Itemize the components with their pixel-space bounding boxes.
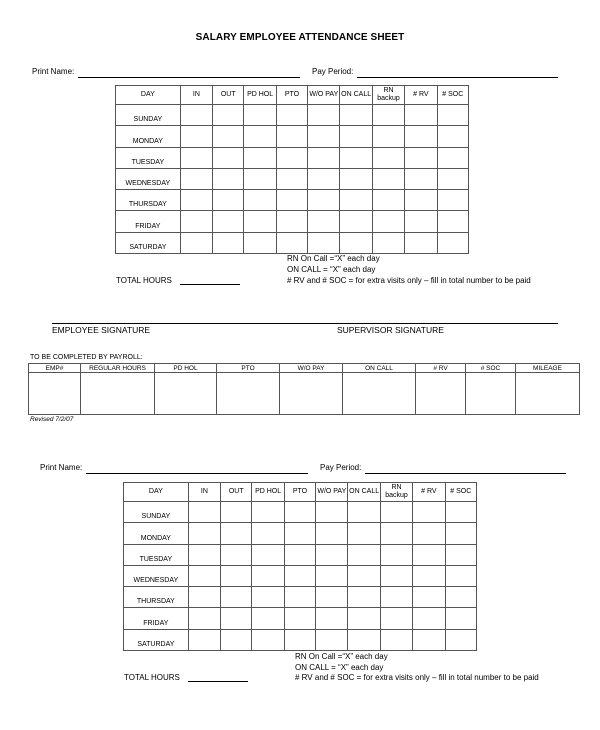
day-label: SUNDAY bbox=[124, 502, 189, 523]
table-row bbox=[116, 190, 469, 211]
time-entry-cell[interactable] bbox=[284, 565, 315, 586]
time-entry-cell[interactable] bbox=[188, 587, 220, 608]
payroll-entry-cell[interactable] bbox=[81, 373, 155, 415]
time-entry-cell[interactable] bbox=[413, 544, 445, 565]
pay-period-label: Pay Period: bbox=[312, 67, 354, 76]
print-name-label: Print Name: bbox=[32, 67, 75, 76]
time-entry-cell[interactable] bbox=[316, 608, 348, 629]
time-entry-cell[interactable] bbox=[437, 232, 468, 253]
time-entry-cell[interactable] bbox=[348, 544, 380, 565]
time-entry-cell[interactable] bbox=[348, 608, 380, 629]
print-name-field[interactable] bbox=[78, 77, 300, 78]
time-entry-cell[interactable] bbox=[413, 587, 445, 608]
time-entry-cell[interactable] bbox=[437, 190, 468, 211]
time-entry-cell[interactable] bbox=[380, 523, 412, 544]
time-entry-cell[interactable] bbox=[445, 544, 476, 565]
pay-period-field-2[interactable] bbox=[365, 473, 566, 474]
time-entry-cell[interactable] bbox=[308, 168, 340, 189]
column-header: PD HOL bbox=[244, 86, 276, 105]
column-header: W/O PAY bbox=[308, 86, 340, 105]
day-label: WEDNESDAY bbox=[124, 565, 189, 586]
time-entry-cell[interactable] bbox=[348, 502, 380, 523]
time-entry-cell[interactable] bbox=[445, 608, 476, 629]
time-entry-cell[interactable] bbox=[180, 211, 212, 232]
column-header: PTO bbox=[276, 86, 307, 105]
time-entry-cell[interactable] bbox=[316, 544, 348, 565]
payroll-column-header: # RV bbox=[416, 364, 466, 373]
attendance-header-row bbox=[116, 86, 469, 105]
payroll-heading: TO BE COMPLETED BY PAYROLL: bbox=[30, 354, 143, 361]
time-entry-cell[interactable] bbox=[244, 147, 276, 168]
time-entry-cell[interactable] bbox=[340, 211, 372, 232]
column-header: RN backup bbox=[372, 86, 404, 105]
time-entry-cell[interactable] bbox=[372, 211, 404, 232]
revised-note: Revised 7/2/07 bbox=[30, 416, 74, 423]
time-entry-cell[interactable] bbox=[437, 211, 468, 232]
time-entry-cell[interactable] bbox=[316, 629, 348, 650]
time-entry-cell[interactable] bbox=[437, 168, 468, 189]
payroll-entry-cell[interactable] bbox=[516, 373, 580, 415]
time-entry-cell[interactable] bbox=[284, 629, 315, 650]
payroll-entry-cell[interactable] bbox=[343, 373, 416, 415]
time-entry-cell[interactable] bbox=[213, 211, 244, 232]
rn-on-call-note: RN On Call =“X” each day bbox=[287, 254, 380, 263]
time-entry-cell[interactable] bbox=[380, 502, 412, 523]
column-header: OUT bbox=[213, 86, 244, 105]
time-entry-cell[interactable] bbox=[380, 565, 412, 586]
payroll-entry-cell[interactable] bbox=[217, 373, 280, 415]
time-entry-cell[interactable] bbox=[308, 126, 340, 147]
time-entry-cell[interactable] bbox=[445, 565, 476, 586]
time-entry-cell[interactable] bbox=[413, 608, 445, 629]
time-entry-cell[interactable] bbox=[221, 608, 252, 629]
payroll-entry-cell[interactable] bbox=[416, 373, 466, 415]
time-entry-cell[interactable] bbox=[413, 629, 445, 650]
time-entry-cell[interactable] bbox=[221, 502, 252, 523]
time-entry-cell[interactable] bbox=[276, 168, 307, 189]
day-label: FRIDAY bbox=[124, 608, 189, 629]
time-entry-cell[interactable] bbox=[316, 565, 348, 586]
time-entry-cell[interactable] bbox=[437, 105, 468, 126]
table-row bbox=[116, 232, 469, 253]
table-row bbox=[124, 629, 477, 650]
time-entry-cell[interactable] bbox=[445, 587, 476, 608]
time-entry-cell[interactable] bbox=[213, 126, 244, 147]
time-entry-cell[interactable] bbox=[445, 502, 476, 523]
on-call-note: ON CALL = “X” each day bbox=[287, 265, 376, 274]
day-label: MONDAY bbox=[116, 126, 181, 147]
pay-period-label-2: Pay Period: bbox=[320, 463, 362, 472]
time-entry-cell[interactable] bbox=[437, 147, 468, 168]
time-entry-cell[interactable] bbox=[308, 232, 340, 253]
time-entry-cell[interactable] bbox=[276, 147, 307, 168]
time-entry-cell[interactable] bbox=[348, 587, 380, 608]
table-row bbox=[116, 126, 469, 147]
time-entry-cell[interactable] bbox=[213, 147, 244, 168]
table-row bbox=[116, 105, 469, 126]
column-header: ON CALL bbox=[348, 483, 380, 502]
time-entry-cell[interactable] bbox=[380, 608, 412, 629]
time-entry-cell[interactable] bbox=[405, 147, 437, 168]
column-header: # RV bbox=[413, 483, 445, 502]
time-entry-cell[interactable] bbox=[348, 629, 380, 650]
time-entry-cell[interactable] bbox=[413, 502, 445, 523]
time-entry-cell[interactable] bbox=[405, 126, 437, 147]
signature-line[interactable] bbox=[52, 323, 558, 324]
payroll-entry-row bbox=[29, 373, 580, 415]
time-entry-cell[interactable] bbox=[372, 168, 404, 189]
time-entry-cell[interactable] bbox=[372, 105, 404, 126]
payroll-column-header: W/O PAY bbox=[280, 364, 343, 373]
table-row bbox=[124, 565, 477, 586]
time-entry-cell[interactable] bbox=[372, 232, 404, 253]
payroll-entry-cell[interactable] bbox=[29, 373, 81, 415]
time-entry-cell[interactable] bbox=[284, 523, 315, 544]
column-header: PD HOL bbox=[252, 483, 284, 502]
table-row bbox=[124, 544, 477, 565]
time-entry-cell[interactable] bbox=[308, 190, 340, 211]
time-entry-cell[interactable] bbox=[180, 147, 212, 168]
payroll-header-row bbox=[29, 364, 580, 373]
time-entry-cell[interactable] bbox=[252, 523, 284, 544]
time-entry-cell[interactable] bbox=[244, 211, 276, 232]
time-entry-cell[interactable] bbox=[244, 126, 276, 147]
time-entry-cell[interactable] bbox=[284, 544, 315, 565]
time-entry-cell[interactable] bbox=[221, 629, 252, 650]
time-entry-cell[interactable] bbox=[340, 105, 372, 126]
time-entry-cell[interactable] bbox=[188, 629, 220, 650]
rv-soc-note-2: # RV and # SOC = for extra visits only – fill in total number to be paid bbox=[295, 673, 539, 682]
payroll-column-header: EMP# bbox=[29, 364, 81, 373]
time-entry-cell[interactable] bbox=[380, 544, 412, 565]
time-entry-cell[interactable] bbox=[252, 587, 284, 608]
rv-soc-note: # RV and # SOC = for extra visits only – fill in total number to be paid bbox=[287, 276, 531, 285]
time-entry-cell[interactable] bbox=[276, 232, 307, 253]
on-call-note-2: ON CALL = “X” each day bbox=[295, 663, 384, 672]
time-entry-cell[interactable] bbox=[252, 544, 284, 565]
time-entry-cell[interactable] bbox=[276, 190, 307, 211]
supervisor-signature-label: SUPERVISOR SIGNATURE bbox=[337, 325, 444, 335]
time-entry-cell[interactable] bbox=[380, 629, 412, 650]
time-entry-cell[interactable] bbox=[180, 126, 212, 147]
payroll-table bbox=[28, 363, 580, 415]
time-entry-cell[interactable] bbox=[213, 168, 244, 189]
day-label: WEDNESDAY bbox=[116, 168, 181, 189]
total-hours-label: TOTAL HOURS bbox=[116, 276, 172, 285]
day-label: TUESDAY bbox=[124, 544, 189, 565]
table-row bbox=[124, 502, 477, 523]
time-entry-cell[interactable] bbox=[188, 523, 220, 544]
time-entry-cell[interactable] bbox=[380, 587, 412, 608]
pay-period-field[interactable] bbox=[357, 77, 558, 78]
column-header: ON CALL bbox=[340, 86, 372, 105]
time-entry-cell[interactable] bbox=[188, 544, 220, 565]
time-entry-cell[interactable] bbox=[213, 105, 244, 126]
time-entry-cell[interactable] bbox=[308, 147, 340, 168]
time-entry-cell[interactable] bbox=[284, 608, 315, 629]
time-entry-cell[interactable] bbox=[316, 502, 348, 523]
day-label: SUNDAY bbox=[116, 105, 181, 126]
time-entry-cell[interactable] bbox=[340, 232, 372, 253]
time-entry-cell[interactable] bbox=[188, 608, 220, 629]
time-entry-cell[interactable] bbox=[372, 126, 404, 147]
rn-on-call-note-2: RN On Call =“X” each day bbox=[295, 652, 388, 661]
time-entry-cell[interactable] bbox=[348, 565, 380, 586]
column-header: IN bbox=[188, 483, 220, 502]
time-entry-cell[interactable] bbox=[213, 190, 244, 211]
column-header: W/O PAY bbox=[316, 483, 348, 502]
time-entry-cell[interactable] bbox=[276, 211, 307, 232]
time-entry-cell[interactable] bbox=[252, 502, 284, 523]
time-entry-cell[interactable] bbox=[188, 502, 220, 523]
time-entry-cell[interactable] bbox=[180, 168, 212, 189]
time-entry-cell[interactable] bbox=[413, 523, 445, 544]
time-entry-cell[interactable] bbox=[445, 629, 476, 650]
table-row bbox=[124, 523, 477, 544]
day-label: THURSDAY bbox=[124, 587, 189, 608]
column-header: IN bbox=[180, 86, 212, 105]
table-row bbox=[116, 168, 469, 189]
time-entry-cell[interactable] bbox=[188, 565, 220, 586]
page-title: SALARY EMPLOYEE ATTENDANCE SHEET bbox=[195, 32, 405, 43]
time-entry-cell[interactable] bbox=[276, 126, 307, 147]
time-entry-cell[interactable] bbox=[405, 190, 437, 211]
attendance-table-2 bbox=[123, 482, 477, 651]
time-entry-cell[interactable] bbox=[405, 168, 437, 189]
time-entry-cell[interactable] bbox=[437, 126, 468, 147]
day-label: TUESDAY bbox=[116, 147, 181, 168]
employee-signature-label: EMPLOYEE SIGNATURE bbox=[52, 325, 151, 335]
day-label: FRIDAY bbox=[116, 211, 181, 232]
time-entry-cell[interactable] bbox=[284, 587, 315, 608]
time-entry-cell[interactable] bbox=[276, 105, 307, 126]
day-label: THURSDAY bbox=[116, 190, 181, 211]
time-entry-cell[interactable] bbox=[405, 232, 437, 253]
print-name-field-2[interactable] bbox=[86, 473, 308, 474]
time-entry-cell[interactable] bbox=[348, 523, 380, 544]
day-label: MONDAY bbox=[124, 523, 189, 544]
time-entry-cell[interactable] bbox=[340, 190, 372, 211]
time-entry-cell[interactable] bbox=[213, 232, 244, 253]
time-entry-cell[interactable] bbox=[221, 523, 252, 544]
attendance-header-row bbox=[124, 483, 477, 502]
time-entry-cell[interactable] bbox=[308, 105, 340, 126]
time-entry-cell[interactable] bbox=[316, 523, 348, 544]
column-header: DAY bbox=[116, 86, 181, 105]
time-entry-cell[interactable] bbox=[445, 523, 476, 544]
attendance-table bbox=[115, 85, 469, 254]
time-entry-cell[interactable] bbox=[308, 211, 340, 232]
time-entry-cell[interactable] bbox=[244, 105, 276, 126]
column-header: # SOC bbox=[445, 483, 476, 502]
time-entry-cell[interactable] bbox=[372, 147, 404, 168]
time-entry-cell[interactable] bbox=[340, 147, 372, 168]
column-header: # SOC bbox=[437, 86, 468, 105]
time-entry-cell[interactable] bbox=[284, 502, 315, 523]
time-entry-cell[interactable] bbox=[413, 565, 445, 586]
time-entry-cell[interactable] bbox=[180, 232, 212, 253]
payroll-entry-cell[interactable] bbox=[155, 373, 217, 415]
column-header: # RV bbox=[405, 86, 437, 105]
payroll-entry-cell[interactable] bbox=[466, 373, 516, 415]
table-row bbox=[124, 587, 477, 608]
time-entry-cell[interactable] bbox=[252, 629, 284, 650]
table-row bbox=[116, 211, 469, 232]
payroll-entry-cell[interactable] bbox=[280, 373, 343, 415]
time-entry-cell[interactable] bbox=[244, 232, 276, 253]
time-entry-cell[interactable] bbox=[252, 608, 284, 629]
payroll-column-header: # SOC bbox=[466, 364, 516, 373]
time-entry-cell[interactable] bbox=[340, 168, 372, 189]
payroll-column-header: PD HOL bbox=[155, 364, 217, 373]
payroll-column-header: MILEAGE bbox=[516, 364, 580, 373]
time-entry-cell[interactable] bbox=[221, 587, 252, 608]
day-label: SATURDAY bbox=[124, 629, 189, 650]
time-entry-cell[interactable] bbox=[340, 126, 372, 147]
column-header: PTO bbox=[284, 483, 315, 502]
time-entry-cell[interactable] bbox=[180, 105, 212, 126]
time-entry-cell[interactable] bbox=[316, 587, 348, 608]
total-hours-field-2[interactable] bbox=[188, 681, 248, 682]
column-header: DAY bbox=[124, 483, 189, 502]
column-header: OUT bbox=[221, 483, 252, 502]
time-entry-cell[interactable] bbox=[244, 168, 276, 189]
payroll-column-header: PTO bbox=[217, 364, 280, 373]
column-header: RN backup bbox=[380, 483, 412, 502]
time-entry-cell[interactable] bbox=[405, 211, 437, 232]
table-row bbox=[116, 147, 469, 168]
payroll-column-header: REGULAR HOURS bbox=[81, 364, 155, 373]
time-entry-cell[interactable] bbox=[252, 565, 284, 586]
time-entry-cell[interactable] bbox=[405, 105, 437, 126]
total-hours-label-2: TOTAL HOURS bbox=[124, 673, 180, 682]
print-name-label-2: Print Name: bbox=[40, 463, 83, 472]
table-row bbox=[124, 608, 477, 629]
time-entry-cell[interactable] bbox=[221, 544, 252, 565]
time-entry-cell[interactable] bbox=[180, 190, 212, 211]
payroll-column-header: ON CALL bbox=[343, 364, 416, 373]
time-entry-cell[interactable] bbox=[244, 190, 276, 211]
total-hours-field[interactable] bbox=[180, 284, 240, 285]
time-entry-cell[interactable] bbox=[372, 190, 404, 211]
time-entry-cell[interactable] bbox=[221, 565, 252, 586]
day-label: SATURDAY bbox=[116, 232, 181, 253]
